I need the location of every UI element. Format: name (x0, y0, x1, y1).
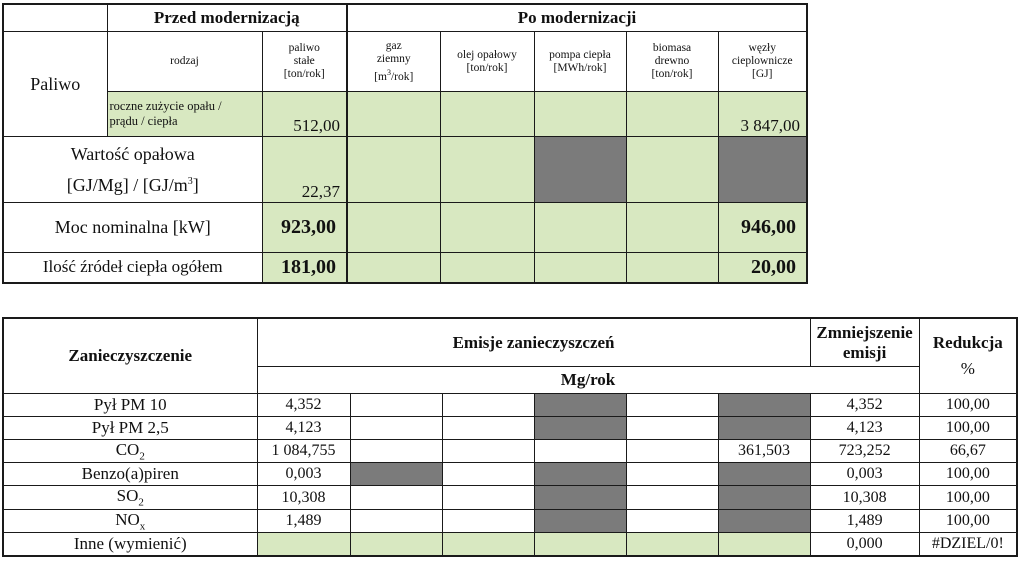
pollutant-name: $NO_x$ (3, 509, 257, 532)
emission-heatpump (534, 486, 626, 509)
consumption-biomass (626, 92, 718, 137)
consumption-nodes: 3 847,00 (718, 92, 807, 137)
sources-biomass (626, 253, 718, 283)
emission-nodes (718, 463, 810, 486)
table-row (3, 486, 1017, 509)
emission-biomass (626, 394, 718, 417)
col-heat-pump: pompa ciepła [MWh/rok] (534, 32, 626, 92)
emission-heatpump (534, 440, 626, 463)
emission-biomass (626, 463, 718, 486)
emission-reduction: 0,000 (810, 533, 919, 557)
consumption-label: roczne zużycie opału / prądu / ciepła (107, 92, 262, 137)
emission-oil (442, 463, 534, 486)
col-solid-fuel: paliwo stałe [ton/rok] (262, 32, 347, 92)
calorific-oil (440, 137, 534, 203)
emission-oil (442, 533, 534, 557)
emission-reduction: 4,123 (810, 417, 919, 440)
pollutant-name: Pył PM 2,5 (3, 417, 257, 440)
sources-heatpump (534, 253, 626, 283)
emission-heatpump (534, 533, 626, 557)
emission-reduction: 1,489 (810, 509, 919, 532)
fuel-label: Paliwo (3, 32, 107, 137)
emission-biomass (626, 509, 718, 532)
table-row (3, 533, 1017, 557)
sources-label: Ilość źródeł ciepła ogółem (3, 253, 262, 283)
emission-oil (442, 440, 534, 463)
emission-before: 10,308 (257, 486, 350, 509)
percent-header: Redukcja % (919, 318, 1017, 394)
emission-heatpump (534, 463, 626, 486)
emission-heatpump (534, 417, 626, 440)
reduction-header: Zmniejszenie emisji (810, 318, 919, 367)
col-heating-oil: olej opałowy [ton/rok] (440, 32, 534, 92)
emission-before: 4,352 (257, 394, 350, 417)
emission-oil (442, 486, 534, 509)
fuel-table (2, 3, 808, 284)
calorific-label: Wartość opałowa $[GJ/Mg] / [GJ/m^3]$ (3, 137, 262, 203)
emission-reduction: 723,252 (810, 440, 919, 463)
emission-percent: 66,67 (919, 440, 1017, 463)
emission-oil (442, 417, 534, 440)
sources-nodes: 20,00 (718, 253, 807, 283)
emission-oil (442, 394, 534, 417)
type-label: rodzaj (107, 32, 262, 92)
emission-biomass (626, 417, 718, 440)
power-nodes: 946,00 (718, 203, 807, 253)
calorific-biomass (626, 137, 718, 203)
consumption-before: 512,00 (262, 92, 347, 137)
emission-biomass (626, 533, 718, 557)
emission-heatpump (534, 394, 626, 417)
table-row (3, 463, 1017, 486)
emission-gas (350, 440, 442, 463)
emission-reduction: 0,003 (810, 463, 919, 486)
power-gas (347, 203, 440, 253)
power-heatpump (534, 203, 626, 253)
table-row (3, 509, 1017, 532)
after-header: Po modernizacji (347, 4, 807, 32)
calorific-nodes (718, 137, 807, 203)
emission-reduction: 10,308 (810, 486, 919, 509)
emission-before: 0,003 (257, 463, 350, 486)
power-biomass (626, 203, 718, 253)
emission-reduction: 4,352 (810, 394, 919, 417)
emission-gas (350, 509, 442, 532)
col-biomass: biomasa drewno [ton/rok] (626, 32, 718, 92)
emission-nodes (718, 533, 810, 557)
emissions-header: Emisje zanieczyszczeń (257, 318, 810, 367)
col-heat-nodes: węzły cieplownicze [GJ] (718, 32, 807, 92)
emission-before: 1 084,755 (257, 440, 350, 463)
empty-corner (3, 4, 107, 32)
emission-gas (350, 486, 442, 509)
emission-percent: 100,00 (919, 394, 1017, 417)
emission-gas (350, 533, 442, 557)
pollutant-name: Pył PM 10 (3, 394, 257, 417)
unit-header: Mg/rok (257, 367, 919, 394)
calorific-gas (347, 137, 440, 203)
emission-before (257, 533, 350, 557)
emission-percent: 100,00 (919, 463, 1017, 486)
emission-heatpump (534, 509, 626, 532)
calorific-before: 22,37 (262, 137, 347, 203)
sources-oil (440, 253, 534, 283)
calorific-heatpump (534, 137, 626, 203)
emission-nodes (718, 509, 810, 532)
table-row (3, 394, 1017, 417)
emission-biomass (626, 486, 718, 509)
pollutant-name: $CO_2$ (3, 440, 257, 463)
before-header: Przed modernizacją (107, 4, 347, 32)
emission-gas (350, 394, 442, 417)
emission-percent: #DZIEL/0! (919, 533, 1017, 557)
emission-percent: 100,00 (919, 417, 1017, 440)
pollutant-name: Benzo(a)piren (3, 463, 257, 486)
table-row (3, 440, 1017, 463)
emission-percent: 100,00 (919, 509, 1017, 532)
emission-biomass (626, 440, 718, 463)
emission-nodes (718, 394, 810, 417)
consumption-heatpump (534, 92, 626, 137)
power-oil (440, 203, 534, 253)
consumption-oil (440, 92, 534, 137)
emission-oil (442, 509, 534, 532)
power-before: 923,00 (262, 203, 347, 253)
emissions-table (2, 317, 1018, 557)
emission-nodes: 361,503 (718, 440, 810, 463)
pollutant-header: Zanieczyszczenie (3, 318, 257, 394)
sources-before: 181,00 (262, 253, 347, 283)
emission-gas (350, 463, 442, 486)
pollutant-name: Inne (wymienić) (3, 533, 257, 557)
sources-gas (347, 253, 440, 283)
power-label: Moc nominalna [kW] (3, 203, 262, 253)
emission-before: 4,123 (257, 417, 350, 440)
emission-nodes (718, 417, 810, 440)
emission-before: 1,489 (257, 509, 350, 532)
emission-gas (350, 417, 442, 440)
emission-nodes (718, 486, 810, 509)
consumption-gas (347, 92, 440, 137)
col-natural-gas: gaz ziemny $[m^3/rok]$ (347, 32, 440, 92)
pollutant-name: $SO_2$ (3, 486, 257, 509)
table-row (3, 417, 1017, 440)
emission-percent: 100,00 (919, 486, 1017, 509)
